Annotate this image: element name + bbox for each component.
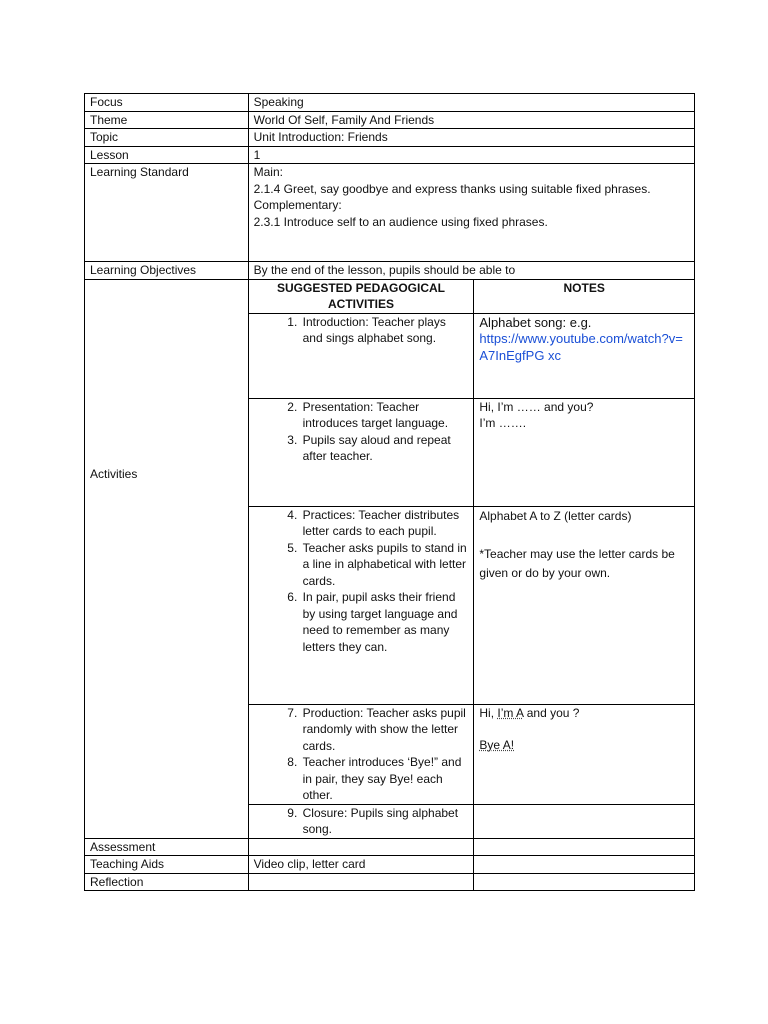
note-song-label: Alphabet song: e.g. (479, 314, 592, 330)
teaching-aids-value: Video clip, letter card (248, 856, 474, 874)
activity-item: 5. Teacher asks pupils to stand in a line in alphabetical with letter cards. (301, 540, 469, 590)
activity-item: 4. Practices: Teacher distributes letter cards to each pupil. (301, 507, 469, 540)
assessment-value (248, 838, 474, 856)
notes-cell-3 (474, 506, 695, 704)
objectives-value: By the end of the lesson, pupils should be able to (248, 262, 694, 280)
standard-complementary-text: 2.3.1 Introduce self to an audience using fixed phrases. (253, 214, 548, 229)
activity-item: 9. Closure: Pupils sing alphabet song. (301, 805, 469, 838)
table-row (85, 146, 695, 164)
activity-item: 8. Teacher introduces ‘Bye!” and in pair, they say Bye! each other. (301, 754, 469, 804)
note-letter-cards: Alphabet A to Z (letter cards) (479, 508, 632, 523)
topic-label: Topic (85, 129, 249, 147)
notes-header: NOTES (474, 279, 695, 313)
learning-standard-value (248, 164, 694, 262)
table-row (85, 262, 695, 280)
notes-cell-5 (474, 804, 695, 838)
table-row (85, 94, 695, 112)
table-row (85, 164, 695, 262)
activity-group-3 (248, 506, 474, 704)
reflection-value (248, 873, 474, 891)
teaching-aids-notes (474, 856, 695, 874)
activity-item: 3. Pupils say aloud and repeat after teacher. (301, 432, 469, 465)
activity-item: 1. Introduction: Teacher plays and sings alphabet song. (301, 314, 469, 347)
notes-cell-1 (474, 313, 695, 398)
standard-complementary-heading: Complementary: (253, 198, 342, 212)
standard-main-heading: Main: (253, 165, 283, 179)
table-row (85, 111, 695, 129)
reflection-notes (474, 873, 695, 891)
assessment-label: Assessment (85, 838, 249, 856)
note-hi-line: Hi, I’m A and you ? (479, 705, 580, 720)
standard-main-text: 2.1.4 Greet, say goodbye and express thanks using suitable fixed phrases. (253, 181, 651, 196)
lesson-value: 1 (248, 146, 694, 164)
activity-group-2 (248, 398, 474, 506)
table-row (85, 129, 695, 147)
assessment-notes (474, 838, 695, 856)
reflection-label: Reflection (85, 873, 249, 891)
note-greeting-reply: I’m ……. (479, 416, 527, 430)
activity-group-4 (248, 704, 474, 804)
topic-value: Unit Introduction: Friends (248, 129, 694, 147)
teaching-aids-label: Teaching Aids (85, 856, 249, 874)
activity-item: 6. In pair, pupil asks their friend by using target language and need to remember as many letters they can. (301, 589, 469, 655)
notes-cell-2 (474, 398, 695, 506)
activity-item: 2. Presentation: Teacher introduces target language. (301, 399, 469, 432)
activity-item: 7. Production: Teacher asks pupil randomly with show the letter cards. (301, 705, 469, 755)
note-teacher-tip: *Teacher may use the letter cards be given or do by your own. (479, 546, 675, 580)
focus-value: Speaking (248, 94, 694, 112)
table-row (85, 838, 695, 856)
learning-standard-label: Learning Standard (85, 164, 249, 262)
table-row (85, 856, 695, 874)
note-greeting-line: Hi, I’m …… and you? (479, 399, 594, 414)
table-row (85, 873, 695, 891)
focus-label: Focus (85, 94, 249, 112)
theme-value: World Of Self, Family And Friends (248, 111, 694, 129)
theme-label: Theme (85, 111, 249, 129)
activities-label (85, 279, 249, 838)
activities-header: SUGGESTED PEDAGOGICAL ACTIVITIES (248, 279, 474, 313)
note-bye: Bye A! (479, 738, 515, 752)
activities-label-text: Activities (90, 467, 138, 482)
lesson-label: Lesson (85, 146, 249, 164)
table-row (85, 279, 695, 313)
lesson-plan-table (84, 93, 695, 891)
note-song-link[interactable]: https://www.youtube.com/watch?v=A7InEgfPG xc (479, 331, 683, 363)
note-hi-underlined: I’m A (497, 705, 524, 720)
notes-cell-4 (474, 704, 695, 804)
activity-group-1 (248, 313, 474, 398)
activity-group-5 (248, 804, 474, 838)
objectives-label: Learning Objectives (85, 262, 249, 280)
